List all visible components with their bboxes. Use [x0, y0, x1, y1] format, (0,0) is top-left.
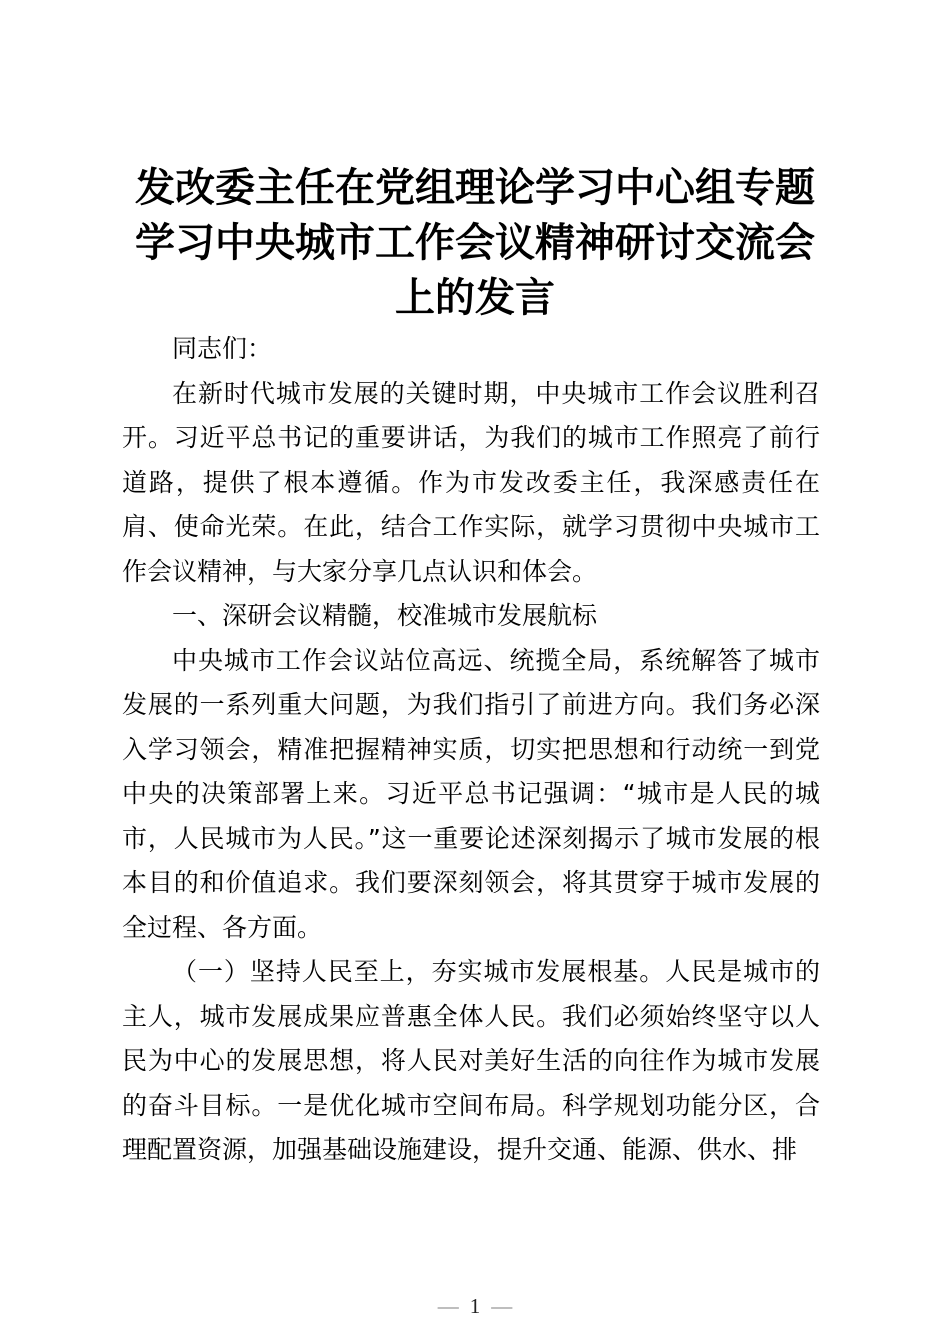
footer-dash-left: — [437, 1294, 459, 1318]
section-heading-1: 一、深研会议精髓，校准城市发展航标 [172, 601, 598, 630]
footer-dash-right: — [491, 1294, 513, 1318]
page-number: 1 [469, 1294, 481, 1318]
paragraph-subsection-1: （一）坚持人民至上，夯实城市发展根基。人民是城市的主人，城市发展成果应普惠全体人民。我们必须始终坚守以人民为中心的发展思想，将人民对美好生活的向往作为城市发展的奋斗目标。一是优化城市空间布局。科学规划功能分区，合理配置资源，加强基础设施建设，提升交通、能源、供水、排 [122, 957, 820, 1164]
paragraph-intro: 在新时代城市发展的关键时期，中央城市工作会议胜利召开。习近平总书记的重要讲话，为我们的城市工作照亮了前行道路，提供了根本遵循。作为市发改委主任，我深感责任在肩、使命光荣。在此，结合工作实际，就学习贯彻中央城市工作会议精神，与大家分享几点认识和体会。 [122, 378, 820, 586]
salutation: 同志们： [172, 334, 273, 363]
paragraph-section-1: 中央城市工作会议站位高远、统揽全局，系统解答了城市发展的一系列重大问题，为我们指引了前进方向。我们务必深入学习领会，精准把握精神实质，切实把思想和行动统一到党中央的决策部署上来。习近平总书记强调：“城市是人民的城市，人民城市为人民。”这一重要论述深刻揭示了城市发展的根本目的和价值追求。我们要深刻领会，将其贯穿于城市发展的全过程、各方面。 [122, 645, 820, 942]
document-body [122, 327, 820, 1173]
page-footer [0, 1292, 950, 1320]
document-title: 发改委主任在党组理论学习中心组专题学习中央城市工作会议精神研讨交流会上的发言 [135, 165, 815, 320]
